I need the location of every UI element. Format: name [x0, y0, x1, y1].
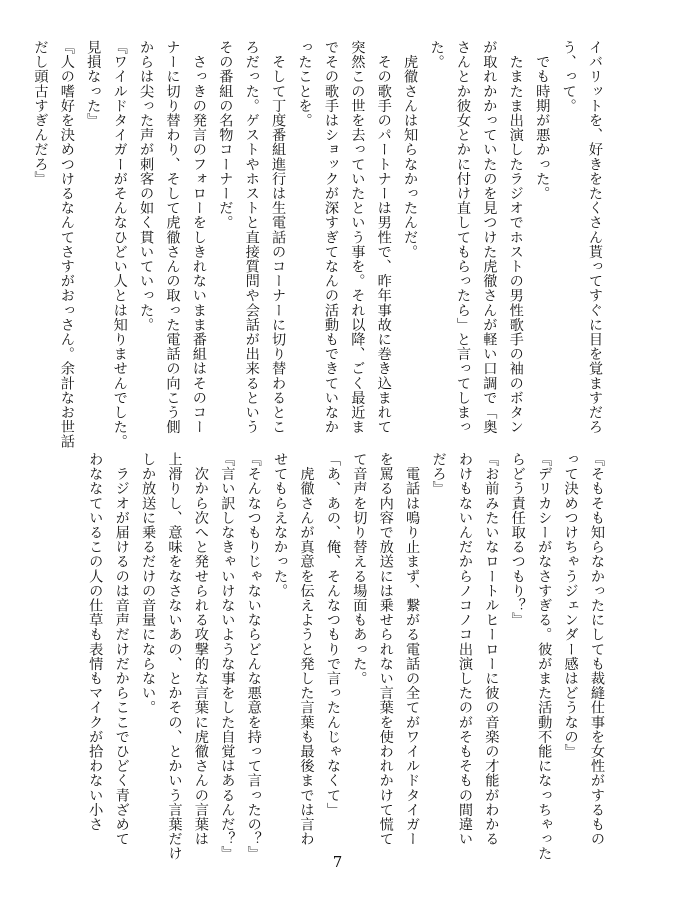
text-line: 「あ、あの、俺、そんなつもりで言ったんじゃなくて」	[324, 452, 341, 817]
text-line: せてもらえなかった。	[272, 452, 289, 598]
text-line: 虎徹さんが真意を伝えようと発した言葉も最後までは言わ	[298, 452, 315, 847]
text-line: でその歌手はショックが深すぎてなんの活動もできていなか	[322, 40, 339, 435]
text-block-top	[32, 40, 608, 449]
text-line: らどう責任取るつもり？』	[509, 452, 526, 628]
text-line: 見損なった』	[85, 40, 102, 128]
text-line: からは尖った声が刺客の如く貫いていった。	[138, 40, 155, 332]
text-line: その番組の名物コーナーだ。	[217, 40, 234, 230]
text-line: たまたま出演したラジオでホストの男性歌手の袖のボタン	[507, 40, 524, 435]
text-line: ラジオが届けるのは音声だけだからここでひどく青ざめて	[113, 452, 130, 847]
text-line: 電話は鳴り止まず、繋がる電話の全てがワイルドタイガー	[404, 452, 421, 847]
text-line: 『そもそも知らなかったにしても裁縫仕事を女性がするもの	[589, 452, 605, 847]
text-line: だし頭古すぎんだろ』	[32, 40, 49, 186]
text-line: 『デリカシーがなさすぎる。彼がまた活動不能になっちゃった	[536, 452, 553, 861]
text-line: さっきの発言のフォローをしきれないまま番組はそのコー	[190, 40, 207, 435]
text-line: って決めつけちゃうジェンダー感はどうなの』	[562, 452, 579, 759]
text-line: わななているこの人の仕草も表情もマイクが拾わない小さ	[87, 452, 104, 832]
text-line: 次から次へと発せられる攻撃的な言葉に虎徹さんの言葉は	[192, 452, 209, 847]
text-line: う、って。	[560, 40, 577, 113]
text-line: だろ』	[430, 452, 447, 496]
text-line: 『人の嗜好を決めつけるなんてさすがおっさん。余計なお世話	[58, 40, 75, 449]
page-number: 7	[332, 853, 343, 871]
text-line: でも時期が悪かった。	[534, 40, 551, 201]
text-line: イバリットを、好きをたくさん貰ってすぐに目を覚ますだろ	[587, 40, 603, 435]
text-line: が取れかかっていたのを見つけた虎徹さんが軽い口調で「奥	[481, 40, 498, 435]
text-line: を罵る内容で放送には乗せられない言葉を使われかけて慌て	[377, 452, 394, 847]
text-line: ろだった。ゲストやホストと直接質問や会話が出来るという	[243, 40, 260, 435]
text-line: 虎徹さんは知らなかったんだ。	[402, 40, 419, 259]
text-line: その歌手のパートナーは男性で、昨年事故に巻き込まれて	[375, 40, 392, 435]
text-line: 『そんなつもりじゃないならどんな悪意を持って言ったの？』	[245, 452, 262, 861]
text-line: 『お前みたいなロートルヒーローに彼の音楽の才能がわかる	[483, 452, 500, 847]
text-line: 『ワイルドタイガーがそんなひどい人とは知りませんでした。	[111, 40, 128, 449]
text-line: 上滑りし、意味をなさないあの、とかその、とかいう言葉だけ	[166, 452, 183, 861]
text-line: 『言い訳しなきゃいけないような事をした自覚はあるんだ？』	[219, 452, 236, 861]
text-line: ナーに切り替わり、そして虎徹さんの取った電話の向こう側	[164, 40, 181, 435]
text-block-bottom	[87, 452, 610, 861]
text-line: そして丁度番組進行は生電話のコーナーに切り替わるとこ	[270, 40, 287, 435]
text-line: さんとか彼女とかに付け直してもらったら」と言ってしまっ	[454, 40, 471, 435]
text-line: た。	[428, 40, 445, 70]
text-line: わけもないんだからノコノコ出演したのがそもそもの間違い	[456, 452, 473, 847]
text-line: て音声を切り替える場面もあった。	[351, 452, 368, 686]
text-line: しか放送に乗るだけの音量にならない。	[140, 452, 157, 715]
text-line: ったことを。	[296, 40, 313, 128]
text-line: 突然この世を去っていたという事を。それ以降、ごく最近ま	[349, 40, 366, 435]
